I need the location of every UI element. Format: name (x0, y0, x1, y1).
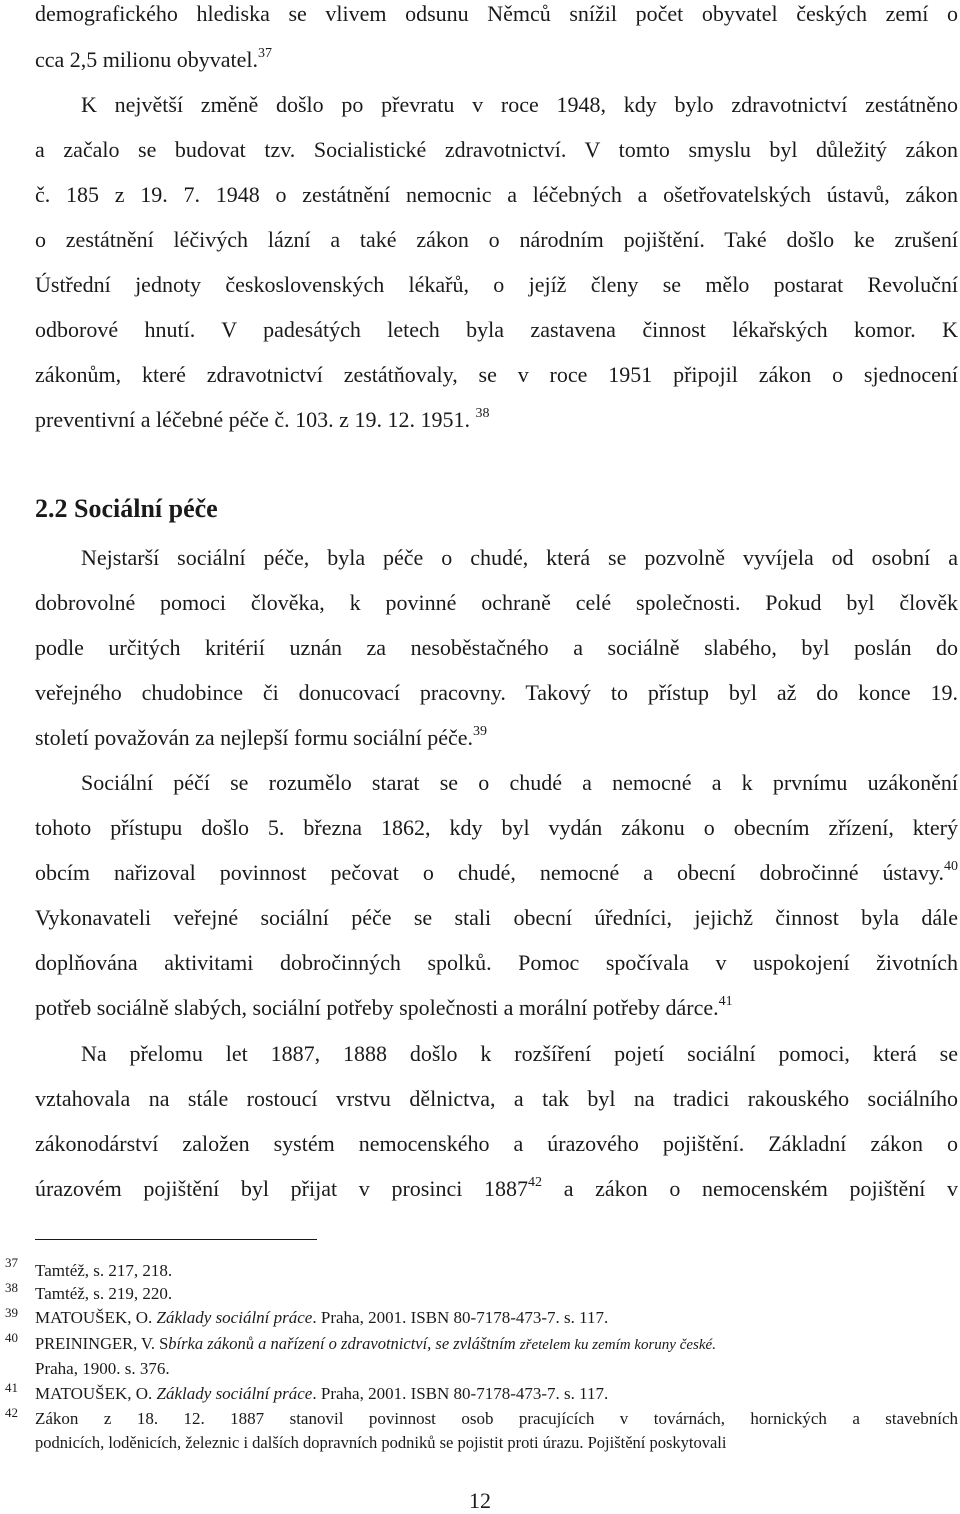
text-span: úrazovém pojištění byl přijat v prosinci 1887 (35, 1176, 528, 1201)
text-span: a zákon o nemocenském pojištění v (563, 1176, 958, 1201)
text-span: století považován za nejlepší formu sociální péče. (35, 725, 474, 750)
footnote-citation: . Praha, 2001. ISBN 80-7178-473-7. s. 117. (312, 1308, 609, 1327)
footnote-ref-40[interactable]: 40 (944, 859, 958, 874)
footnote-number: 40 (5, 1330, 18, 1345)
footnote-39 (35, 1307, 958, 1329)
footnote-author: MATOUŠEK, O. (35, 1308, 153, 1327)
text-line: Ústřední jednoty československých lékařů, o jejíž členy se mělo postarat Revoluční (35, 272, 958, 297)
text-line: zákonům, které zdravotnictví zestátňovaly, se v roce 1951 připojil zákon o sjednocení (35, 362, 958, 387)
text-line (35, 405, 958, 435)
text-span: obcím nařizoval povinnost pečovat o chudé, nemocné a obecní dobročinné ústavy. (35, 860, 944, 885)
footnote-title: zřetelem ku zemím koruny české. (519, 1337, 716, 1353)
text-line: Na přelomu let 1887, 1888 došlo k rozšíření pojetí sociální pomoci, která se (81, 1041, 958, 1066)
footnote-number: 42 (5, 1405, 18, 1420)
text-line: veřejného chudobince či donucovací pracovny. Takový to přístup byl až do konce 19. (35, 680, 958, 705)
footnote-number: 37 (5, 1255, 18, 1270)
text-line (35, 858, 958, 888)
footnote-citation: . Praha, 2001. ISBN 80-7178-473-7. s. 117. (312, 1384, 609, 1403)
footnote-ref-42[interactable]: 42 (528, 1175, 542, 1190)
footnote-number: 41 (5, 1380, 18, 1395)
footnote-42: Zákon z 18. 12. 1887 stanovil povinnost osob pracujících v továrnách, hornických a stavebních (35, 1409, 958, 1428)
text-line: a začalo se budovat tzv. Socialistické zdravotnictví. V tomto smyslu byl důležitý zákon (35, 137, 958, 162)
footnote-ref-38[interactable]: 38 (475, 406, 490, 421)
text-line (35, 723, 958, 753)
text-line (35, 993, 958, 1023)
text-line: tohoto přístupu došlo 5. března 1862, kdy byl vydán zákonu o obecním zřízení, který (35, 815, 958, 840)
text-span: preventivní a léčebné péče č. 103. z 19. 12. 1951. (35, 407, 470, 432)
footnote-41 (35, 1383, 958, 1405)
footnote-author: MATOUŠEK, O. (35, 1384, 153, 1403)
footnote-number: 38 (5, 1280, 18, 1295)
text-span: potřeb sociálně slabých, sociální potřeby společnosti a morální potřeby dárce. (35, 995, 719, 1020)
footnote-ref-37[interactable]: 37 (258, 46, 272, 61)
footnote-number: 39 (5, 1305, 18, 1320)
text-span: cca 2,5 milionu obyvatel. (35, 47, 258, 72)
text-line: odborové hnutí. V padesátých letech byla zastavena činnost lékařských komor. K (35, 317, 958, 342)
footnote-ref-41[interactable]: 41 (718, 994, 733, 1009)
text-line: vztahovala na stále rostoucí vrstvu dělnictva, a tak byl na tradici rakouského sociálního (35, 1086, 958, 1111)
text-line: Vykonavateli veřejné sociální péče se stali obecní úředníci, jejichž činnost byla dále (35, 905, 958, 930)
footnote-42-cont: podnicích, loděnicích, železnic i dalších dopravních podniků se pojistit proti úrazu. Pojištění poskytovali (35, 1433, 727, 1452)
section-heading: 2.2 Sociální péče (35, 494, 218, 523)
text-line: Nejstarší sociální péče, byla péče o chudé, která se pozvolně vyvíjela od osobní a (81, 545, 958, 570)
footnote-separator (35, 1239, 317, 1240)
text-line: zákonodárství založen systém nemocenského a úrazového pojištění. Základní zákon o (35, 1131, 958, 1156)
footnote-37: Tamtéž, s. 217, 218. (35, 1261, 173, 1280)
page-number: 12 (469, 1488, 491, 1513)
text-line: K největší změně došlo po převratu v roce 1948, kdy bylo zdravotnictví zestátněno (81, 92, 958, 117)
footnote-title: Základy sociální práce (156, 1384, 313, 1403)
text-line: o zestátnění léčivých lázní a také zákon o národním pojištění. Také došlo ke zrušení (35, 227, 958, 252)
footnote-title: Základy sociální práce (156, 1308, 313, 1327)
footnote-40 (35, 1333, 958, 1356)
text-line (35, 45, 958, 75)
footnote-38: Tamtéž, s. 219, 220. (35, 1284, 173, 1303)
footnote-title: bírka zákonů a nařízení o zdravotnictví, se zvláštním (168, 1334, 516, 1353)
footnote-40-cont: Praha, 1900. s. 376. (35, 1359, 170, 1378)
footnote-author: PREININGER, V. S (35, 1334, 169, 1353)
text-line: Sociální péčí se rozumělo starat se o chudé a nemocné a k prvnímu uzákonění (81, 770, 958, 795)
text-line (35, 1174, 958, 1204)
text-line: č. 185 z 19. 7. 1948 o zestátnění nemocnic a léčebných a ošetřovatelských ústavů, zákon (35, 182, 958, 207)
text-line: dobrovolné pomoci člověka, k povinné ochraně celé společnosti. Pokud byl člověk (35, 590, 958, 615)
text-line: podle určitých kritérií uznán za nesoběstačného a sociálně slabého, byl poslán do (35, 635, 958, 660)
footnote-ref-39[interactable]: 39 (473, 724, 488, 739)
text-line: demografického hlediska se vlivem odsunu Němců snížil počet obyvatel českých zemí o (35, 1, 958, 26)
text-line: doplňována aktivitami dobročinných spolků. Pomoc spočívala v uspokojení životních (35, 950, 958, 975)
